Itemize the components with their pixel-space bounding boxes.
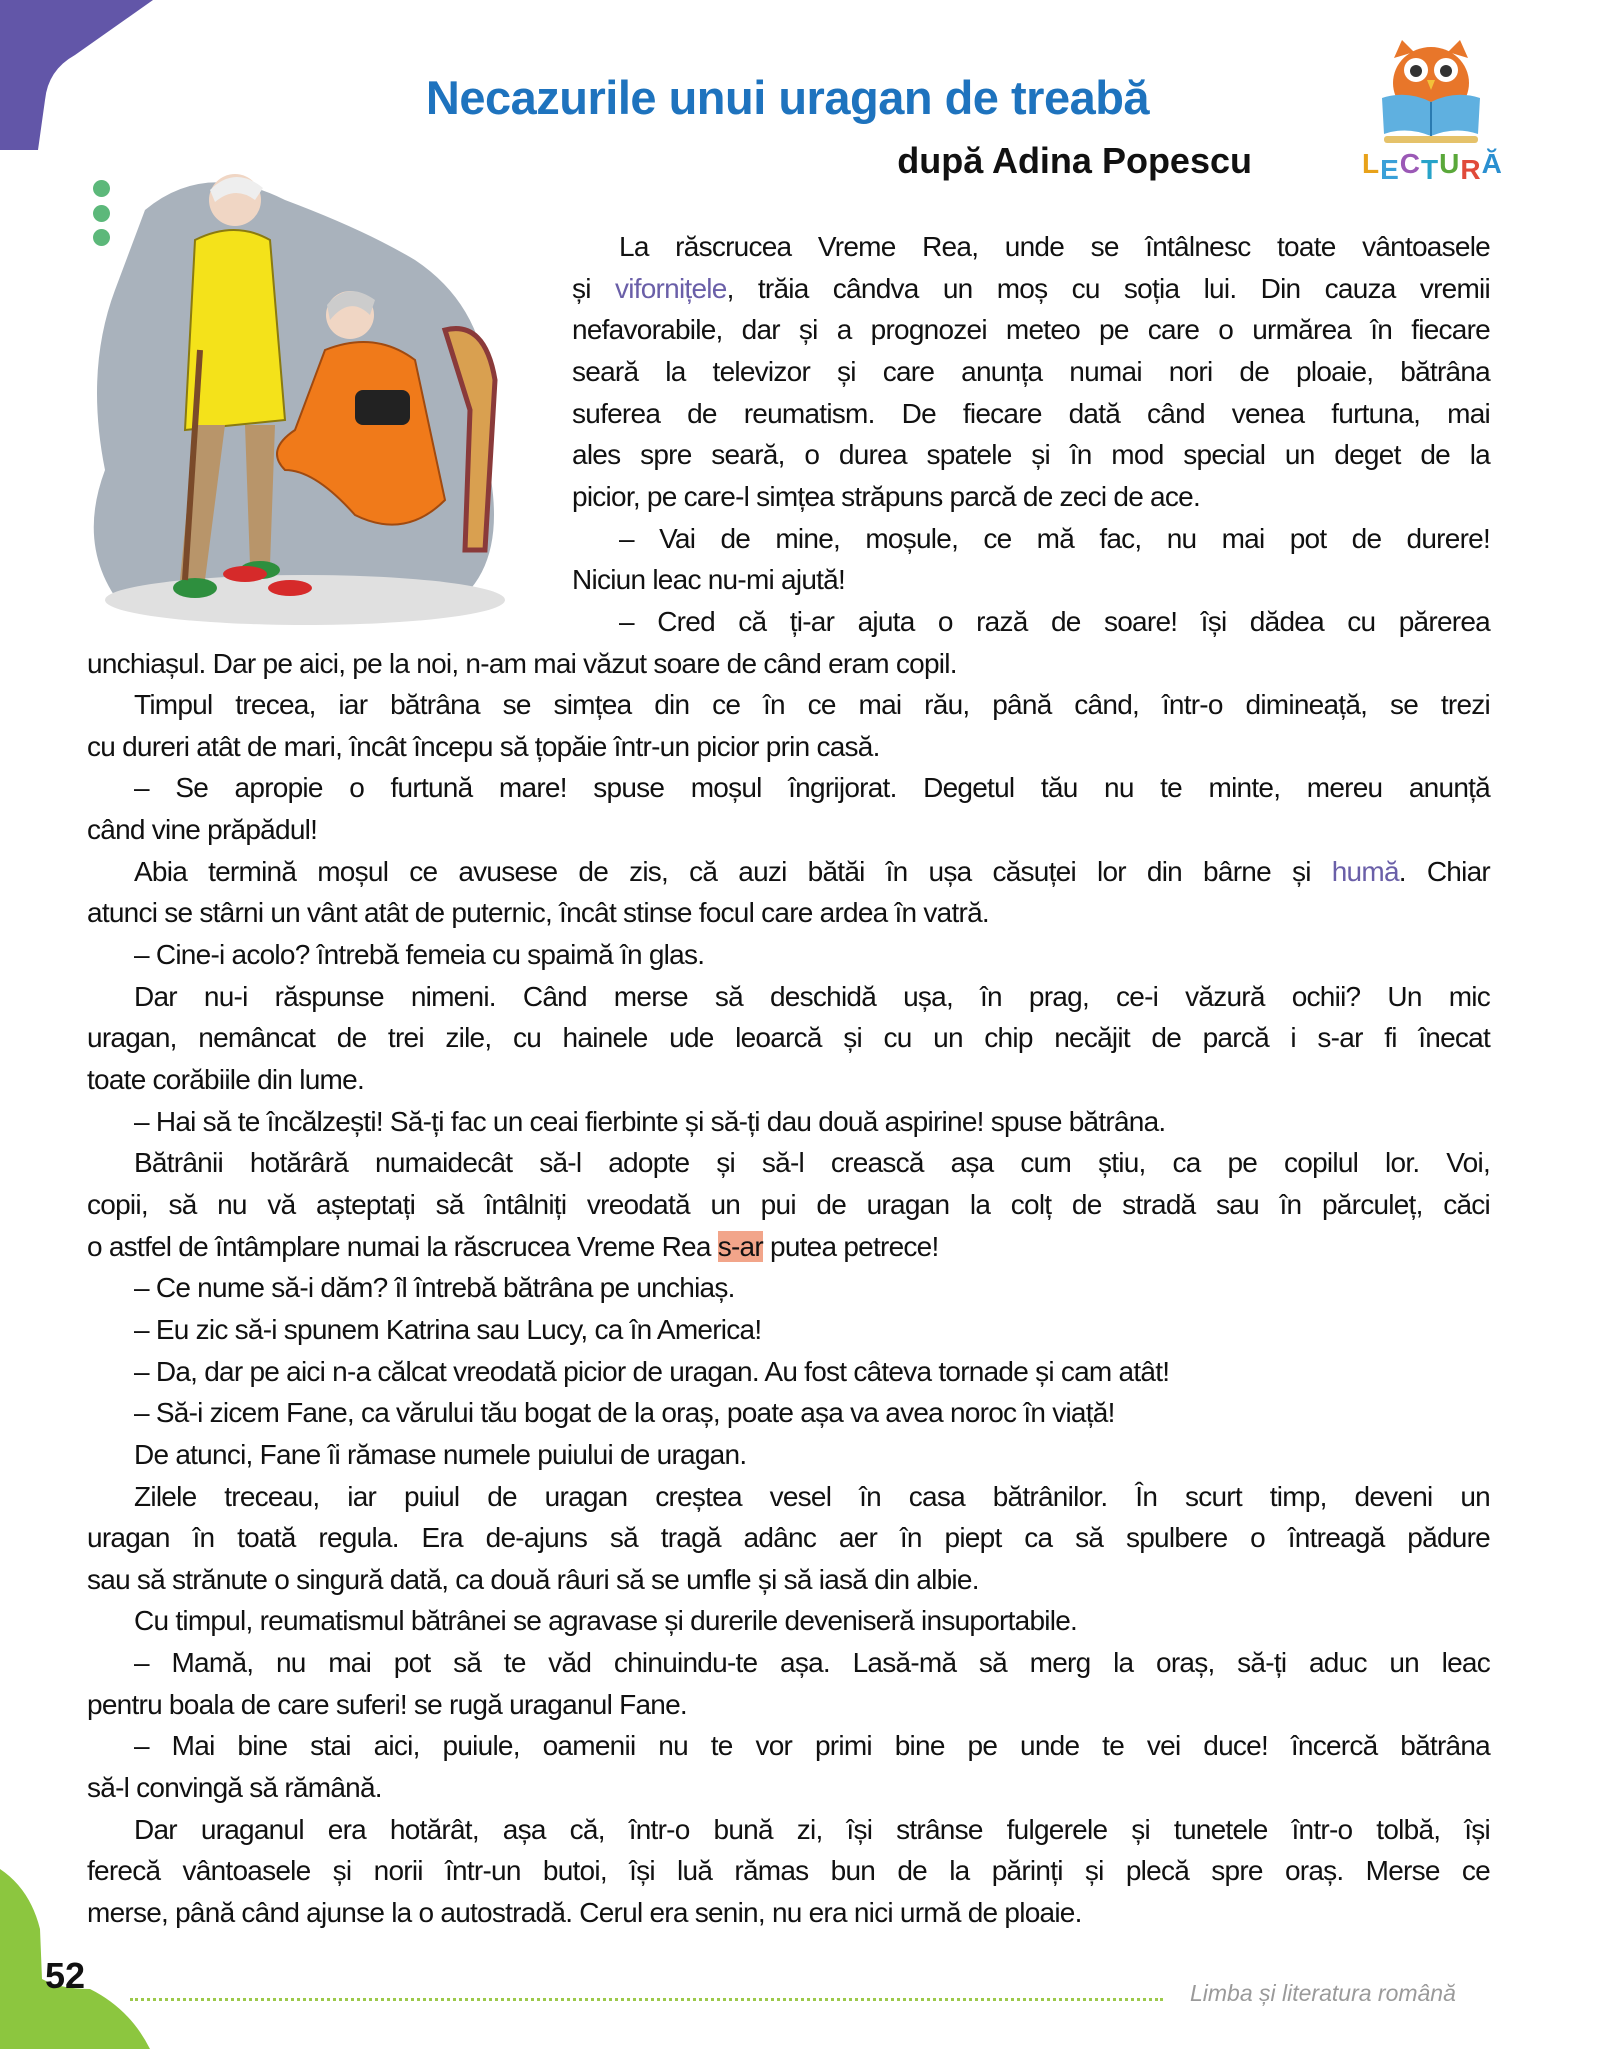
badge-letter: T bbox=[1421, 154, 1440, 185]
story-line bbox=[87, 726, 1490, 768]
footer-divider bbox=[130, 1998, 1163, 2001]
story-line bbox=[134, 1309, 1490, 1351]
text-segment: seară la televizor și care anunța numai nori de ploaie, bătrâna bbox=[572, 355, 1490, 387]
story-line bbox=[572, 309, 1490, 351]
glossary-word: humă bbox=[1331, 855, 1399, 887]
story-illustration bbox=[85, 170, 525, 630]
story-line bbox=[87, 1517, 1490, 1559]
text-segment: ferecă vântoasele și norii într-un butoi, își luă rămas bun de la părinți și plecă spre oraș. Merse ce bbox=[87, 1855, 1490, 1887]
story-line bbox=[134, 1809, 1490, 1851]
text-segment: Bătrânii hotărâră numaidecât să-l adopte și să-l crească așa cum știu, ca pe copilul lor. Voi, bbox=[134, 1147, 1490, 1179]
text-segment: – Mai bine stai aici, puiule, oamenii nu te vor primi bine pe unde te vei duce! încercă bătrâna bbox=[134, 1730, 1490, 1762]
text-segment: uragan, nemâncat de trei zile, cu hainele ude leoarcă și cu un chip necăjit de parcă i s-ar fi înecat bbox=[87, 1022, 1490, 1054]
glossary-word: vifornițele bbox=[614, 272, 727, 304]
text-segment: – Mamă, nu mai pot să te văd chinuindu-te așa. Lasă-mă să merg la oraș, să-ți aduc un leac bbox=[134, 1647, 1490, 1679]
text-segment: cu dureri atât de mari, încât începu să țopăie într-un picior prin casă. bbox=[87, 730, 880, 762]
text-segment: putea petrece! bbox=[762, 1230, 939, 1262]
story-line bbox=[87, 1850, 1490, 1892]
text-segment: – Da, dar pe aici n-a călcat vreodată picior de uragan. Au fost câteva tornade și cam atât! bbox=[134, 1355, 1170, 1387]
text-segment: – Să-i zicem Fane, ca vărului tău bogat de la oraș, poate așa va avea noroc în viață! bbox=[134, 1397, 1115, 1429]
story-line bbox=[572, 393, 1490, 435]
story-line bbox=[134, 1476, 1490, 1518]
text-segment: – Cine-i acolo? întrebă femeia cu spaimă în glas. bbox=[134, 939, 705, 971]
story-line bbox=[134, 1351, 1490, 1393]
text-segment: Niciun leac nu-mi ajută! bbox=[572, 564, 846, 596]
story-line bbox=[619, 518, 1490, 560]
text-segment: unchiașul. Dar pe aici, pe la noi, n-am mai văzut soare de când eram copil. bbox=[87, 647, 957, 679]
badge-letter: E bbox=[1380, 154, 1400, 185]
story-line bbox=[619, 601, 1490, 643]
text-segment: – Hai să te încălzești! Să-ți fac un ceai fierbinte și să-ți dau două aspirine! spuse bătrâna. bbox=[134, 1105, 1166, 1137]
text-segment: Abia termină moșul ce avusese de zis, că auzi bătăi în ușa căsuței lor din bârne și bbox=[134, 855, 1332, 887]
text-segment: – Se apropie o furtună mare! spuse moșul îngrijorat. Degetul tău nu te minte, mereu anunță bbox=[134, 772, 1490, 804]
story-line bbox=[87, 809, 1490, 851]
text-segment: – Ce nume să-i dăm? îl întrebă bătrâna pe unchiaș. bbox=[134, 1272, 735, 1304]
story-line bbox=[134, 1101, 1490, 1143]
badge-letter: U bbox=[1439, 148, 1461, 179]
story-line bbox=[87, 1559, 1490, 1601]
story-line bbox=[572, 351, 1490, 393]
story-line bbox=[87, 1059, 1490, 1101]
story-line bbox=[134, 1642, 1490, 1684]
story-line bbox=[87, 1226, 1490, 1268]
story-line bbox=[134, 1267, 1490, 1309]
badge-letter: C bbox=[1399, 148, 1422, 179]
text-segment: – Cred că ți-ar ajuta o rază de soare! își dădea cu părerea bbox=[619, 605, 1490, 637]
text-segment: o astfel de întâmplare numai la răscrucea Vreme Rea bbox=[87, 1230, 718, 1262]
page-number: 52 bbox=[45, 1955, 86, 1996]
story-line bbox=[87, 1892, 1490, 1934]
text-segment: – Eu zic să-i spunem Katrina sau Lucy, ca în America! bbox=[134, 1313, 762, 1345]
story-line bbox=[134, 1142, 1490, 1184]
story-line bbox=[572, 476, 1490, 518]
text-segment: să-l convingă să rămână. bbox=[87, 1772, 382, 1804]
story-line bbox=[134, 684, 1490, 726]
badge-letter: L bbox=[1362, 148, 1381, 179]
text-segment: picior, pe care-l simțea străpuns parcă de zeci de ace. bbox=[572, 480, 1200, 512]
text-segment: Dar uraganul era hotărât, așa că, într-o bună zi, își strânse fulgerele și tunetele într-o tolbă, își bbox=[134, 1813, 1490, 1845]
story-line bbox=[87, 1767, 1490, 1809]
corner-decoration bbox=[0, 0, 160, 160]
story-line bbox=[87, 1684, 1490, 1726]
text-segment: pentru boala de care suferi! se rugă uraganul Fane. bbox=[87, 1688, 687, 1720]
text-segment: Dar nu-i răspunse nimeni. Când merse să deschidă ușa, în prag, ce-i văzură ochii? Un mic bbox=[134, 980, 1490, 1012]
story-line bbox=[87, 1017, 1490, 1059]
text-segment: atunci se stârni un vânt atât de puternic, încât stinse focul care ardea în vatră. bbox=[87, 897, 989, 929]
text-segment: ales spre seară, o durea spatele și în mod special un deget de la bbox=[572, 439, 1490, 471]
story-title: Necazurile unui uragan de treabă bbox=[425, 71, 1150, 124]
text-segment: . Chiar bbox=[1398, 855, 1490, 887]
story-line bbox=[87, 892, 1490, 934]
text-segment: De atunci, Fane îi rămase numele puiului de uragan. bbox=[134, 1438, 747, 1470]
text-segment: sau să strănute o singură dată, ca două râuri să se umfle și să iasă din albie. bbox=[87, 1563, 979, 1595]
text-segment: merse, până când ajunse la o autostradă. Cerul era senin, nu era nici urmă de ploaie. bbox=[87, 1897, 1082, 1928]
text-segment: și bbox=[572, 272, 615, 304]
text-segment: toate corăbiile din lume. bbox=[87, 1064, 364, 1095]
lectura-badge bbox=[1362, 148, 1503, 185]
story-line bbox=[134, 1434, 1490, 1476]
story-author: după Adina Popescu bbox=[897, 140, 1252, 181]
story-line bbox=[134, 1392, 1490, 1434]
badge-letter: R bbox=[1460, 154, 1482, 185]
story-line bbox=[572, 434, 1490, 476]
text-segment: – Vai de mine, moșule, ce mă fac, nu mai pot de durere! bbox=[619, 522, 1490, 554]
story-line bbox=[134, 976, 1490, 1018]
owl-reading-icon bbox=[1372, 38, 1490, 146]
text-segment: La răscrucea Vreme Rea, unde se întâlnesc toate vântoasele bbox=[619, 231, 1490, 262]
story-line bbox=[572, 559, 1490, 601]
story-line bbox=[134, 767, 1490, 809]
story-line bbox=[134, 934, 1490, 976]
story-line bbox=[572, 268, 1490, 310]
text-segment: Zilele treceau, iar puiul de uragan creștea vesel în casa bătrânilor. În scurt timp, deveni un bbox=[134, 1480, 1490, 1512]
text-segment: Timpul trecea, iar bătrâna se simțea din ce în ce mai rău, până când, într-o dimineață, se trezi bbox=[134, 689, 1490, 721]
footer-subject: Limba și literatura română bbox=[1190, 1980, 1456, 2006]
highlighted-word: s-ar bbox=[717, 1230, 763, 1262]
text-segment: uragan în toată regula. Era de-ajuns să tragă adânc aer în piept ca să spulbere o întreagă pădure bbox=[87, 1522, 1490, 1554]
text-segment: nefavorabile, dar și a prognozei meteo pe care o urmărea în fiecare bbox=[572, 314, 1490, 346]
text-segment: , trăia cândva un moș cu soția lui. Din cauza vremii bbox=[726, 272, 1490, 304]
text-segment: copii, să nu vă așteptați să întâlniți vreodată un pui de uragan la colț de stradă sau în părculeț, căci bbox=[87, 1188, 1490, 1220]
story-line bbox=[87, 1184, 1490, 1226]
text-segment: suferea de reumatism. De fiecare dată când venea furtuna, mai bbox=[572, 397, 1490, 429]
story-line bbox=[619, 226, 1490, 268]
story-line bbox=[134, 851, 1490, 893]
story-line bbox=[134, 1600, 1490, 1642]
text-segment: când vine prăpădul! bbox=[87, 814, 318, 846]
badge-letter: Ă bbox=[1481, 148, 1503, 179]
text-segment: Cu timpul, reumatismul bătrânei se agravase și durerile deveniseră insuportabile. bbox=[134, 1605, 1078, 1637]
story-line bbox=[134, 1725, 1490, 1767]
story-line bbox=[87, 643, 1490, 685]
